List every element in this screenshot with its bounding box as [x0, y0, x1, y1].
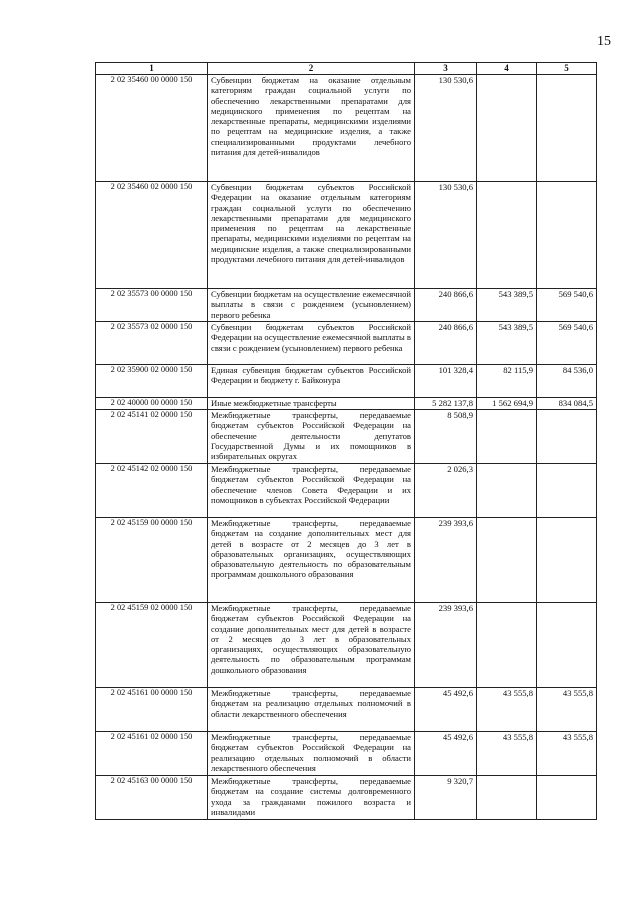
row-amount-1: 45 492,6: [415, 732, 477, 776]
column-header-amount-2: 4: [477, 63, 537, 75]
row-amount-1: 101 328,4: [415, 365, 477, 398]
row-amount-3: [537, 776, 597, 820]
row-amount-3: [537, 75, 597, 182]
table-header-row: [96, 63, 597, 75]
row-code: 2 02 35573 00 0000 150: [96, 289, 208, 322]
row-code: 2 02 45141 02 0000 150: [96, 410, 208, 464]
row-amount-3: 834 084,5: [537, 398, 597, 410]
table-row: [96, 518, 597, 603]
row-amount-1: 130 530,6: [415, 182, 477, 289]
table-row: [96, 75, 597, 182]
row-code: 2 02 45161 02 0000 150: [96, 732, 208, 776]
row-code: 2 02 45161 00 0000 150: [96, 688, 208, 732]
column-header-code: 1: [96, 63, 208, 75]
row-description: Субвенции бюджетам субъектов Российской Федерации на оказание отдельным категориям граждан социальной услуги по обеспечению лекарственными препаратами для медицинского применения по рецептам на лекарственные препараты, медицинскими изделиями по рецептам на медицинские изделия, а также специализированными продуктами лечебного питания для детей-инвалидов: [208, 182, 415, 289]
table-row: [96, 732, 597, 776]
row-amount-3: [537, 603, 597, 688]
table-row: [96, 776, 597, 820]
row-amount-1: 239 393,6: [415, 518, 477, 603]
row-description: Межбюджетные трансферты, передаваемые бюджетам субъектов Российской Федерации на реализацию отдельных полномочий в области лекарственного обеспечения: [208, 732, 415, 776]
row-code: 2 02 45142 02 0000 150: [96, 464, 208, 518]
row-description: Субвенции бюджетам на осуществление ежемесячной выплаты в связи с рождением (усыновлением) первого ребенка: [208, 289, 415, 322]
table-row: [96, 322, 597, 365]
row-amount-3: 43 555,8: [537, 688, 597, 732]
row-amount-2: [477, 518, 537, 603]
row-amount-2: [477, 464, 537, 518]
row-code: 2 02 35460 02 0000 150: [96, 182, 208, 289]
row-amount-1: 239 393,6: [415, 603, 477, 688]
row-amount-2: [477, 75, 537, 182]
row-description: Единая субвенция бюджетам субъектов Российской Федерации и бюджету г. Байконура: [208, 365, 415, 398]
row-amount-2: 543 389,5: [477, 289, 537, 322]
row-description: Межбюджетные трансферты, передаваемые бюджетам на реализацию отдельных полномочий в области лекарственного обеспечения: [208, 688, 415, 732]
table-row: [96, 603, 597, 688]
column-header-amount-3: 5: [537, 63, 597, 75]
row-amount-1: 8 508,9: [415, 410, 477, 464]
row-amount-2: [477, 603, 537, 688]
row-code: 2 02 35900 02 0000 150: [96, 365, 208, 398]
row-description: Субвенции бюджетам субъектов Российской Федерации на осуществление ежемесячной выплаты в связи с рождением (усыновлением) первого ребенка: [208, 322, 415, 365]
table-row: [96, 398, 597, 410]
row-amount-1: 9 320,7: [415, 776, 477, 820]
row-amount-2: 1 562 694,9: [477, 398, 537, 410]
row-amount-3: 569 540,6: [537, 322, 597, 365]
row-amount-2: 82 115,9: [477, 365, 537, 398]
table-body: [96, 75, 597, 820]
table-row: [96, 365, 597, 398]
row-amount-3: 84 536,0: [537, 365, 597, 398]
row-amount-3: [537, 410, 597, 464]
column-header-description: 2: [208, 63, 415, 75]
row-amount-2: 543 389,5: [477, 322, 537, 365]
row-description: Иные межбюджетные трансферты: [208, 398, 415, 410]
row-code: 2 02 40000 00 0000 150: [96, 398, 208, 410]
column-header-amount-1: 3: [415, 63, 477, 75]
row-code: 2 02 35573 02 0000 150: [96, 322, 208, 365]
row-amount-1: 2 026,3: [415, 464, 477, 518]
row-description: Межбюджетные трансферты, передаваемые бюджетам на создание дополнительных мест для детей в возрасте от 2 месяцев до 3 лет в образовательных организациях, осуществляющих образовательную деятельность по образовательным программам дошкольного образования: [208, 518, 415, 603]
row-code: 2 02 45163 00 0000 150: [96, 776, 208, 820]
row-amount-2: 43 555,8: [477, 732, 537, 776]
row-amount-1: 130 530,6: [415, 75, 477, 182]
row-amount-1: 5 282 137,8: [415, 398, 477, 410]
row-amount-1: 240 866,6: [415, 322, 477, 365]
row-amount-2: [477, 776, 537, 820]
row-amount-2: 43 555,8: [477, 688, 537, 732]
table-row: [96, 464, 597, 518]
row-amount-1: 45 492,6: [415, 688, 477, 732]
row-amount-1: 240 866,6: [415, 289, 477, 322]
table-row: [96, 289, 597, 322]
table-row: [96, 688, 597, 732]
row-amount-3: [537, 518, 597, 603]
row-description: Межбюджетные трансферты, передаваемые бюджетам на создание системы долговременного ухода за гражданами пожилого возраста и инвалидами: [208, 776, 415, 820]
row-amount-3: [537, 464, 597, 518]
row-code: 2 02 45159 02 0000 150: [96, 603, 208, 688]
budget-revenue-table: [95, 62, 597, 820]
row-code: 2 02 45159 00 0000 150: [96, 518, 208, 603]
row-amount-2: [477, 410, 537, 464]
page-number: 15: [597, 34, 611, 49]
row-description: Субвенции бюджетам на оказание отдельным категориям граждан социальной услуги по обеспечению лекарственными препаратами для медицинского применения по рецептам на лекарственные препараты, медицинскими изделиями по рецептам на медицинские изделия, а также специализированными продуктами лечебного питания для детей-инвалидов: [208, 75, 415, 182]
row-amount-3: [537, 182, 597, 289]
row-code: 2 02 35460 00 0000 150: [96, 75, 208, 182]
row-amount-2: [477, 182, 537, 289]
row-description: Межбюджетные трансферты, передаваемые бюджетам субъектов Российской Федерации на создание дополнительных мест для детей в возрасте от 2 месяцев до 3 лет в образовательных организациях, осуществляющих образовательную деятельность по образовательным программам дошкольного образования: [208, 603, 415, 688]
row-amount-3: 569 540,6: [537, 289, 597, 322]
row-description: Межбюджетные трансферты, передаваемые бюджетам субъектов Российской Федерации на обеспечение деятельности депутатов Государственной Думы и их помощников в избирательных округах: [208, 410, 415, 464]
table-row: [96, 410, 597, 464]
table-row: [96, 182, 597, 289]
row-amount-3: 43 555,8: [537, 732, 597, 776]
row-description: Межбюджетные трансферты, передаваемые бюджетам субъектов Российской Федерации на обеспечение членов Совета Федерации и их помощников в субъектах Российской Федерации: [208, 464, 415, 518]
